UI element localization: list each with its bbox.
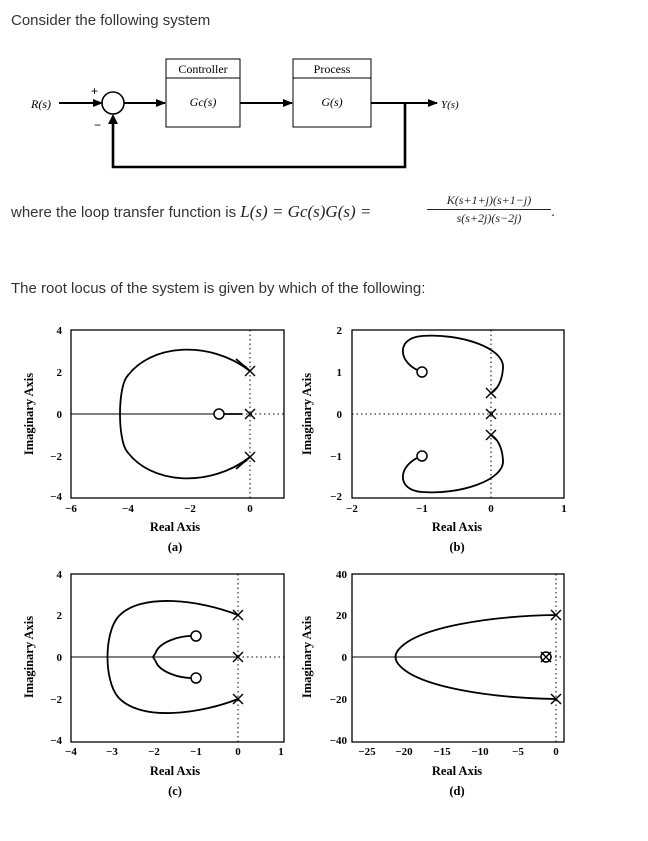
output-label: Y(s) xyxy=(441,99,459,111)
plot-a-ytick-2: 0 xyxy=(56,409,62,421)
plot-c-zero-upper xyxy=(191,631,201,641)
loop-numerator: K(s+1+j)(s+1−j) xyxy=(427,193,551,210)
plot-b-locus-upper xyxy=(403,336,503,393)
plot-b-ytick-3: −1 xyxy=(330,451,342,463)
plot-b-ytick-4: −2 xyxy=(330,491,342,503)
process-title: Process xyxy=(313,62,351,76)
plot-d-ytick-4: −40 xyxy=(329,735,347,747)
plot-a-ytick-1: 2 xyxy=(56,367,62,379)
plot-d-frame xyxy=(352,574,564,742)
plot-a-xtick-2: −2 xyxy=(184,503,196,515)
plot-c-xtick-0: −4 xyxy=(65,746,77,758)
block-diagram xyxy=(0,0,648,180)
plot-b-zero-lower xyxy=(417,451,427,461)
plot-b-xtick-0: −2 xyxy=(346,503,358,515)
plot-d-ytick-1: 20 xyxy=(336,610,347,622)
plot-c-xtick-2: −2 xyxy=(148,746,160,758)
plot-d-xtick-3: −10 xyxy=(471,746,489,758)
plot-c-xlabel: Real Axis xyxy=(149,764,201,778)
plot-d-ytick-3: −20 xyxy=(329,694,347,706)
root-locus-plot-c xyxy=(0,562,320,807)
controller-title: Controller xyxy=(178,62,228,76)
plot-d-caption: (d) xyxy=(449,784,465,798)
plot-c-zero-lower xyxy=(191,673,201,683)
plot-d-ytick-0: 40 xyxy=(336,569,347,581)
controller-tf: Gc(s) xyxy=(189,95,217,109)
minus-sign: − xyxy=(94,118,102,132)
plot-d-xtick-1: −20 xyxy=(395,746,413,758)
plot-d-xlabel: Real Axis xyxy=(431,764,483,778)
plot-c-ytick-0: 4 xyxy=(56,569,62,581)
plot-a-ylabel: Imaginary Axis xyxy=(22,372,36,456)
loop-fraction xyxy=(427,193,551,226)
loop-expression: L(s) = Gc(s)G(s) = xyxy=(240,202,372,221)
plot-d-ylabel: Imaginary Axis xyxy=(300,615,314,699)
plot-b-xtick-2: 0 xyxy=(488,503,494,515)
plot-b-xtick-1: −1 xyxy=(416,503,428,515)
loop-sentence xyxy=(11,202,371,222)
plot-a-ytick-3: −2 xyxy=(50,451,62,463)
plot-a-ytick-0: 4 xyxy=(56,325,62,337)
plot-a-ytick-4: −4 xyxy=(50,491,62,503)
plot-c-ylabel: Imaginary Axis xyxy=(22,615,36,699)
plot-c-caption: (c) xyxy=(168,784,182,798)
plot-d-xtick-2: −15 xyxy=(433,746,451,758)
plot-a-xtick-1: −4 xyxy=(122,503,134,515)
plot-b-ytick-1: 1 xyxy=(336,367,342,379)
plot-c-xtick-1: −3 xyxy=(106,746,118,758)
plot-b-xtick-3: 1 xyxy=(561,503,567,515)
plot-b-locus-lower xyxy=(403,435,503,492)
plot-c-ytick-4: −4 xyxy=(50,735,62,747)
root-locus-plot-a xyxy=(0,318,320,558)
plot-d-ytick-2: 0 xyxy=(341,652,347,664)
plot-d-xtick-4: −5 xyxy=(512,746,524,758)
process-tf: G(s) xyxy=(321,95,343,109)
plot-c-frame xyxy=(71,574,284,742)
plot-b-ylabel: Imaginary Axis xyxy=(300,372,314,456)
plot-d-xtick-0: −25 xyxy=(358,746,376,758)
plot-b-ytick-2: 0 xyxy=(336,409,342,421)
loop-denominator: s(s+2j)(s−2j) xyxy=(456,211,522,225)
intro-text: Consider the following system xyxy=(11,12,211,29)
root-locus-plot-d xyxy=(290,562,610,807)
plus-sign: + xyxy=(91,84,99,98)
feedback-arrowhead xyxy=(108,114,118,124)
plot-a-xtick-3: 0 xyxy=(247,503,253,515)
plot-b-zero-upper xyxy=(417,367,427,377)
plot-b-caption: (b) xyxy=(449,540,465,554)
plot-c-xtick-3: −1 xyxy=(190,746,202,758)
plot-a-zero xyxy=(214,409,224,419)
plot-c-xtick-5: 1 xyxy=(278,746,284,758)
input-label: R(s) xyxy=(31,97,51,111)
plot-c-xtick-4: 0 xyxy=(235,746,241,758)
plot-a-caption: (a) xyxy=(167,540,183,554)
plot-b-xlabel: Real Axis xyxy=(431,520,483,534)
plot-c-ytick-2: 0 xyxy=(56,652,62,664)
root-locus-plot-b xyxy=(290,318,590,558)
plot-d-xtick-5: 0 xyxy=(553,746,559,758)
plot-c-ytick-3: −2 xyxy=(50,694,62,706)
question-text: The root locus of the system is given by which of the following: xyxy=(11,280,426,297)
plot-c-ytick-1: 2 xyxy=(56,610,62,622)
plot-a-xlabel: Real Axis xyxy=(149,520,201,534)
summing-junction xyxy=(102,92,124,114)
loop-period: . xyxy=(551,203,556,220)
plot-a-xtick-0: −6 xyxy=(65,503,77,515)
loop-prefix: where the loop transfer function is xyxy=(11,204,241,221)
plot-b-ytick-0: 2 xyxy=(336,325,342,337)
